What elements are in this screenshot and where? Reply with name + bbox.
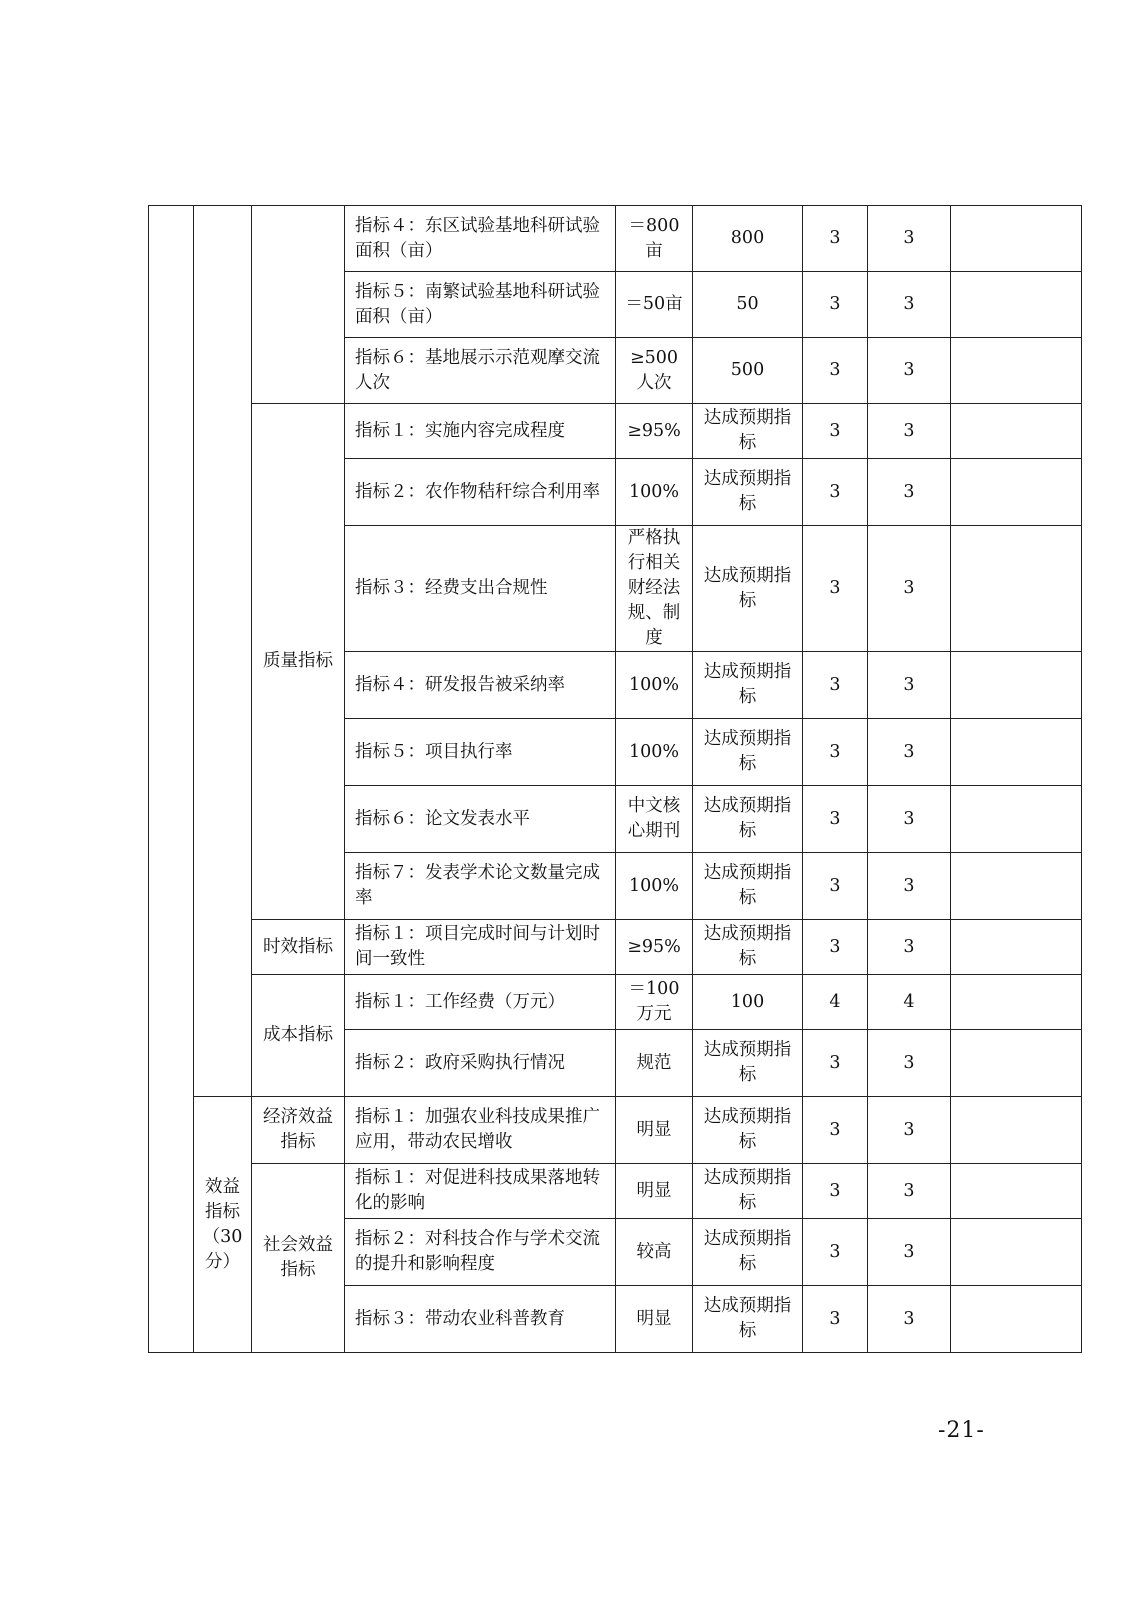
table-row bbox=[149, 975, 1082, 1030]
target-cell: ＝100万元 bbox=[616, 975, 693, 1030]
weight-cell: 3 bbox=[803, 1219, 868, 1286]
score-cell: 3 bbox=[868, 206, 951, 272]
score-cell: 3 bbox=[868, 786, 951, 853]
note-cell bbox=[951, 1286, 1082, 1353]
indicator-table bbox=[148, 205, 1082, 1353]
table-row bbox=[149, 206, 1082, 272]
target-cell: 明显 bbox=[616, 1097, 693, 1164]
weight-cell: 3 bbox=[803, 1030, 868, 1097]
actual-cell: 达成预期指标 bbox=[693, 526, 803, 652]
score-cell: 3 bbox=[868, 272, 951, 338]
actual-cell: 达成预期指标 bbox=[693, 459, 803, 526]
note-cell bbox=[951, 459, 1082, 526]
score-cell: 3 bbox=[868, 719, 951, 786]
note-cell bbox=[951, 975, 1082, 1030]
actual-cell: 达成预期指标 bbox=[693, 920, 803, 975]
weight-cell: 3 bbox=[803, 338, 868, 404]
target-cell: 100% bbox=[616, 853, 693, 920]
economic-category-cell: 经济效益指标 bbox=[252, 1097, 345, 1164]
table-row bbox=[149, 1164, 1082, 1219]
actual-cell: 100 bbox=[693, 975, 803, 1030]
note-cell bbox=[951, 272, 1082, 338]
indicator-cell: 指标２：农作物秸秆综合利用率 bbox=[345, 459, 616, 526]
table-row bbox=[149, 1097, 1082, 1164]
level1-category-cell bbox=[194, 206, 252, 1097]
table-row bbox=[149, 404, 1082, 459]
weight-cell: 4 bbox=[803, 975, 868, 1030]
indicator-cell: 指标１：对促进科技成果落地转化的影响 bbox=[345, 1164, 616, 1219]
weight-cell: 3 bbox=[803, 404, 868, 459]
weight-cell: 3 bbox=[803, 853, 868, 920]
actual-cell: 达成预期指标 bbox=[693, 786, 803, 853]
weight-cell: 3 bbox=[803, 272, 868, 338]
outer-category-cell bbox=[149, 206, 194, 1353]
note-cell bbox=[951, 338, 1082, 404]
quantity-category-cell bbox=[252, 206, 345, 404]
score-cell: 3 bbox=[868, 1164, 951, 1219]
score-cell: 3 bbox=[868, 920, 951, 975]
weight-cell: 3 bbox=[803, 920, 868, 975]
actual-cell: 达成预期指标 bbox=[693, 1286, 803, 1353]
note-cell bbox=[951, 404, 1082, 459]
indicator-cell: 指标６：基地展示示范观摩交流人次 bbox=[345, 338, 616, 404]
timeliness-category-cell: 时效指标 bbox=[252, 920, 345, 975]
indicator-cell: 指标６：论文发表水平 bbox=[345, 786, 616, 853]
actual-cell: 达成预期指标 bbox=[693, 404, 803, 459]
indicator-cell: 指标２：对科技合作与学术交流的提升和影响程度 bbox=[345, 1219, 616, 1286]
note-cell bbox=[951, 719, 1082, 786]
target-cell: ≥95% bbox=[616, 920, 693, 975]
indicator-cell: 指标１：工作经费（万元） bbox=[345, 975, 616, 1030]
page-number: -21- bbox=[938, 1418, 985, 1443]
actual-cell: 达成预期指标 bbox=[693, 1030, 803, 1097]
target-cell: ＝50亩 bbox=[616, 272, 693, 338]
target-cell: 规范 bbox=[616, 1030, 693, 1097]
score-cell: 3 bbox=[868, 526, 951, 652]
indicator-cell: 指标１：项目完成时间与计划时间一致性 bbox=[345, 920, 616, 975]
note-cell bbox=[951, 853, 1082, 920]
weight-cell: 3 bbox=[803, 719, 868, 786]
note-cell bbox=[951, 652, 1082, 719]
actual-cell: 达成预期指标 bbox=[693, 1219, 803, 1286]
social-category-cell: 社会效益指标 bbox=[252, 1164, 345, 1353]
indicator-cell: 指标５：项目执行率 bbox=[345, 719, 616, 786]
target-cell: ＝800亩 bbox=[616, 206, 693, 272]
score-cell: 3 bbox=[868, 404, 951, 459]
score-cell: 3 bbox=[868, 1286, 951, 1353]
note-cell bbox=[951, 1097, 1082, 1164]
actual-cell: 50 bbox=[693, 272, 803, 338]
indicator-cell: 指标３：经费支出合规性 bbox=[345, 526, 616, 652]
indicator-cell: 指标３：带动农业科普教育 bbox=[345, 1286, 616, 1353]
target-cell: 明显 bbox=[616, 1164, 693, 1219]
quality-category-cell: 质量指标 bbox=[252, 404, 345, 920]
note-cell bbox=[951, 526, 1082, 652]
weight-cell: 3 bbox=[803, 1097, 868, 1164]
table-row bbox=[149, 920, 1082, 975]
target-cell: 100% bbox=[616, 459, 693, 526]
score-cell: 3 bbox=[868, 1219, 951, 1286]
actual-cell: 800 bbox=[693, 206, 803, 272]
note-cell bbox=[951, 786, 1082, 853]
score-cell: 3 bbox=[868, 652, 951, 719]
score-cell: 4 bbox=[868, 975, 951, 1030]
weight-cell: 3 bbox=[803, 652, 868, 719]
note-cell bbox=[951, 206, 1082, 272]
weight-cell: 3 bbox=[803, 206, 868, 272]
actual-cell: 达成预期指标 bbox=[693, 1097, 803, 1164]
weight-cell: 3 bbox=[803, 786, 868, 853]
weight-cell: 3 bbox=[803, 1286, 868, 1353]
score-cell: 3 bbox=[868, 459, 951, 526]
target-cell: 严格执行相关财经法规、制度 bbox=[616, 526, 693, 652]
note-cell bbox=[951, 1030, 1082, 1097]
actual-cell: 达成预期指标 bbox=[693, 719, 803, 786]
indicator-cell: 指标２：政府采购执行情况 bbox=[345, 1030, 616, 1097]
actual-cell: 达成预期指标 bbox=[693, 652, 803, 719]
indicator-cell: 指标７：发表学术论文数量完成率 bbox=[345, 853, 616, 920]
target-cell: ≥500人次 bbox=[616, 338, 693, 404]
cost-category-cell: 成本指标 bbox=[252, 975, 345, 1097]
score-cell: 3 bbox=[868, 853, 951, 920]
benefit-group-cell: 效益指标（30分） bbox=[194, 1097, 252, 1353]
indicator-cell: 指标１：实施内容完成程度 bbox=[345, 404, 616, 459]
indicator-cell: 指标１：加强农业科技成果推广应用，带动农民增收 bbox=[345, 1097, 616, 1164]
target-cell: ≥95% bbox=[616, 404, 693, 459]
actual-cell: 500 bbox=[693, 338, 803, 404]
indicator-cell: 指标４：研发报告被采纳率 bbox=[345, 652, 616, 719]
target-cell: 100% bbox=[616, 652, 693, 719]
note-cell bbox=[951, 1164, 1082, 1219]
note-cell bbox=[951, 1219, 1082, 1286]
score-cell: 3 bbox=[868, 1097, 951, 1164]
weight-cell: 3 bbox=[803, 526, 868, 652]
target-cell: 较高 bbox=[616, 1219, 693, 1286]
target-cell: 100% bbox=[616, 719, 693, 786]
target-cell: 明显 bbox=[616, 1286, 693, 1353]
target-cell: 中文核心期刊 bbox=[616, 786, 693, 853]
score-cell: 3 bbox=[868, 338, 951, 404]
weight-cell: 3 bbox=[803, 459, 868, 526]
actual-cell: 达成预期指标 bbox=[693, 1164, 803, 1219]
indicator-cell: 指标５：南繁试验基地科研试验面积（亩） bbox=[345, 272, 616, 338]
note-cell bbox=[951, 920, 1082, 975]
actual-cell: 达成预期指标 bbox=[693, 853, 803, 920]
weight-cell: 3 bbox=[803, 1164, 868, 1219]
indicator-cell: 指标４：东区试验基地科研试验面积（亩） bbox=[345, 206, 616, 272]
score-cell: 3 bbox=[868, 1030, 951, 1097]
